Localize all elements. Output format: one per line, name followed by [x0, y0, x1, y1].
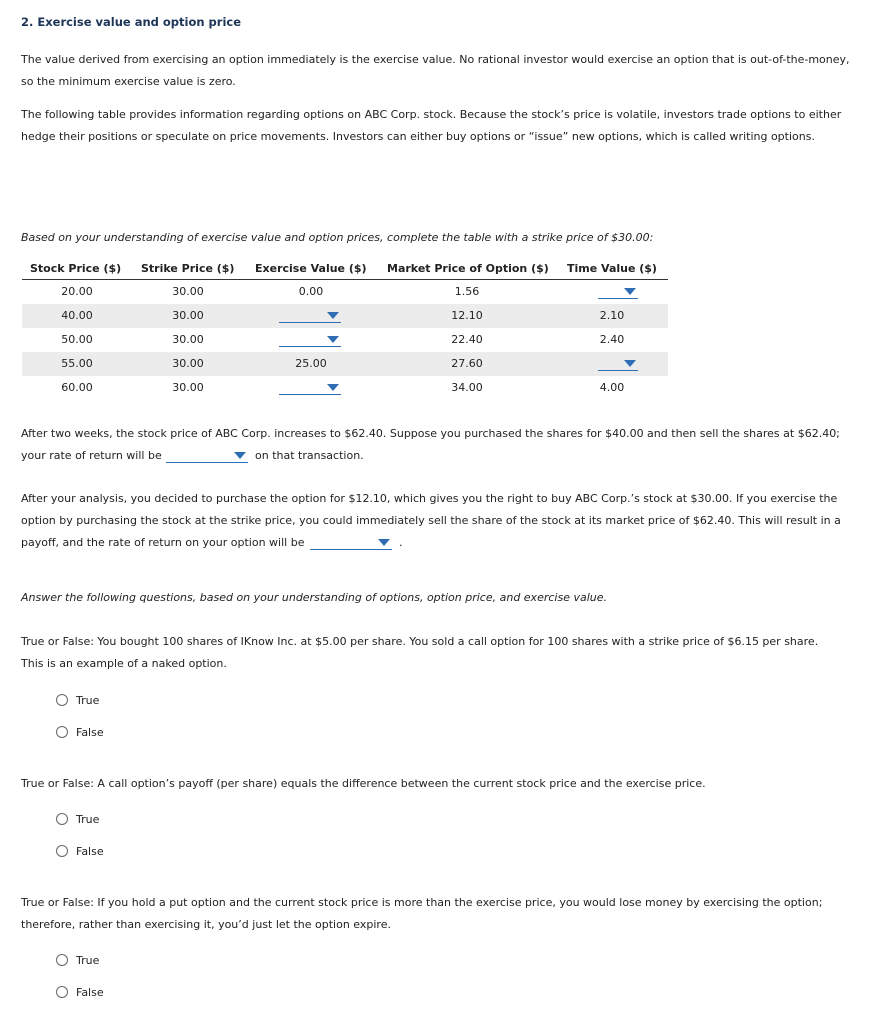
- option-label: False: [76, 986, 104, 999]
- option-label: False: [76, 726, 104, 739]
- chevron-down-icon: [327, 312, 339, 319]
- option-question-line-2: option by purchasing the stock at the strike price, you could immediately sell the share of the stock at its market price of $62.40. This will result in a: [21, 514, 841, 527]
- answer-prompt: Answer the following questions, based on your understanding of options, option price, and exercise value.: [21, 591, 608, 604]
- table-row: [22, 328, 668, 352]
- cell-exercise-value: 25.00: [295, 357, 327, 370]
- radio-button[interactable]: [56, 954, 68, 966]
- cell-strike-price: 30.00: [172, 309, 204, 322]
- option-label: True: [76, 694, 100, 707]
- cell-strike-price: 30.00: [172, 285, 204, 298]
- chevron-down-icon: [234, 452, 246, 459]
- time-value-dropdown[interactable]: [598, 284, 638, 299]
- cell-market-price: 1.56: [454, 285, 480, 298]
- question-3-line-1: True or False: If you hold a put option and the current stock price is more than the exercise price, you would lose money by exercising the option;: [21, 896, 823, 909]
- rate-of-return-dropdown[interactable]: [166, 448, 248, 463]
- chevron-down-icon: [327, 336, 339, 343]
- header-exercise-value: Exercise Value ($): [255, 262, 367, 275]
- table-row: [22, 376, 668, 400]
- cell-market-price: 27.60: [451, 357, 483, 370]
- option-label: False: [76, 845, 104, 858]
- question-1-line-2: This is an example of a naked option.: [21, 657, 227, 670]
- radio-button[interactable]: [56, 726, 68, 738]
- cell-market-price: 34.00: [451, 381, 483, 394]
- chevron-down-icon: [378, 539, 390, 546]
- cell-stock-price: 55.00: [61, 357, 93, 370]
- cell-market-price: 12.10: [451, 309, 483, 322]
- cell-stock-price: 60.00: [61, 381, 93, 394]
- return-question-suffix: on that transaction.: [255, 449, 364, 462]
- intro-paragraph-2: The following table provides information regarding options on ABC Corp. stock. Because the stock’s price is volatile, investors trade options to either hedge their positions or speculate on price movements. Investors can either buy options or “issue” new options, which is called writing options.: [21, 108, 842, 143]
- question-1-line-1: True or False: You bought 100 shares of IKnow Inc. at $5.00 per share. You sold a call option for 100 shares with a strike price of $6.15 per share.: [21, 635, 819, 648]
- exercise-value-dropdown[interactable]: [279, 380, 341, 395]
- question-1-option-true[interactable]: [56, 692, 99, 710]
- question-3-text: [21, 892, 861, 936]
- intro-paragraph-1: The value derived from exercising an option immediately is the exercise value. No rational investor would exercise an option that is out-of-the-money, so the minimum exercise value is zero.: [21, 53, 850, 88]
- cell-stock-price: 40.00: [61, 309, 93, 322]
- question-2-text: [21, 773, 861, 795]
- time-value-dropdown[interactable]: [598, 356, 638, 371]
- cell-stock-price: 50.00: [61, 333, 93, 346]
- cell-strike-price: 30.00: [172, 357, 204, 370]
- table-row: [22, 304, 668, 328]
- chevron-down-icon: [327, 384, 339, 391]
- table-row: [22, 352, 668, 376]
- option-label: True: [76, 954, 100, 967]
- chevron-down-icon: [624, 360, 636, 367]
- question-2-option-false[interactable]: [56, 843, 104, 861]
- header-market-price: Market Price of Option ($): [387, 262, 549, 275]
- option-return-dropdown[interactable]: [310, 535, 392, 550]
- cell-time-value: 2.10: [599, 309, 625, 322]
- section-title: 2. Exercise value and option price: [21, 15, 242, 29]
- option-question-line-1: After your analysis, you decided to purchase the option for $12.10, which gives you the right to buy ABC Corp.’s stock at $30.00. If you exercise the: [21, 492, 838, 505]
- question-1-option-false[interactable]: [56, 724, 104, 742]
- option-label: True: [76, 813, 100, 826]
- cell-market-price: 22.40: [451, 333, 483, 346]
- header-strike-price: Strike Price ($): [141, 262, 235, 275]
- cell-stock-price: 20.00: [61, 285, 93, 298]
- return-question-prefix: your rate of return will be: [21, 449, 162, 462]
- exercise-value-dropdown[interactable]: [279, 308, 341, 323]
- radio-button[interactable]: [56, 694, 68, 706]
- cell-time-value: 2.40: [599, 333, 625, 346]
- question-3-line-2: therefore, rather than exercising it, you’d just let the option expire.: [21, 918, 391, 931]
- return-question: [21, 423, 871, 467]
- exercise-value-dropdown[interactable]: [279, 332, 341, 347]
- option-question-suffix: .: [399, 536, 403, 549]
- table-header: [0, 262, 881, 279]
- cell-time-value: 4.00: [599, 381, 625, 394]
- question-1-text: [21, 631, 861, 675]
- return-question-line-1: After two weeks, the stock price of ABC Corp. increases to $62.40. Suppose you purchased the shares for $40.00 and then sell the shares at $62.40;: [21, 427, 840, 440]
- table-prompt: Based on your understanding of exercise value and option prices, complete the table with a strike price of $30.00:: [21, 231, 654, 244]
- question-3-option-true[interactable]: [56, 952, 99, 970]
- cell-exercise-value: 0.00: [298, 285, 324, 298]
- radio-button[interactable]: [56, 845, 68, 857]
- cell-strike-price: 30.00: [172, 333, 204, 346]
- table-row: [22, 280, 668, 304]
- chevron-down-icon: [624, 288, 636, 295]
- header-time-value: Time Value ($): [567, 262, 657, 275]
- radio-button[interactable]: [56, 813, 68, 825]
- question-2-option-true[interactable]: [56, 811, 99, 829]
- question-2-line-1: True or False: A call option’s payoff (per share) equals the difference between the current stock price and the exercise price.: [21, 777, 706, 790]
- header-stock-price: Stock Price ($): [30, 262, 122, 275]
- cell-strike-price: 30.00: [172, 381, 204, 394]
- question-3-option-false[interactable]: [56, 984, 104, 1002]
- radio-button[interactable]: [56, 986, 68, 998]
- option-question-prefix: payoff, and the rate of return on your option will be: [21, 536, 305, 549]
- option-question: [21, 488, 871, 554]
